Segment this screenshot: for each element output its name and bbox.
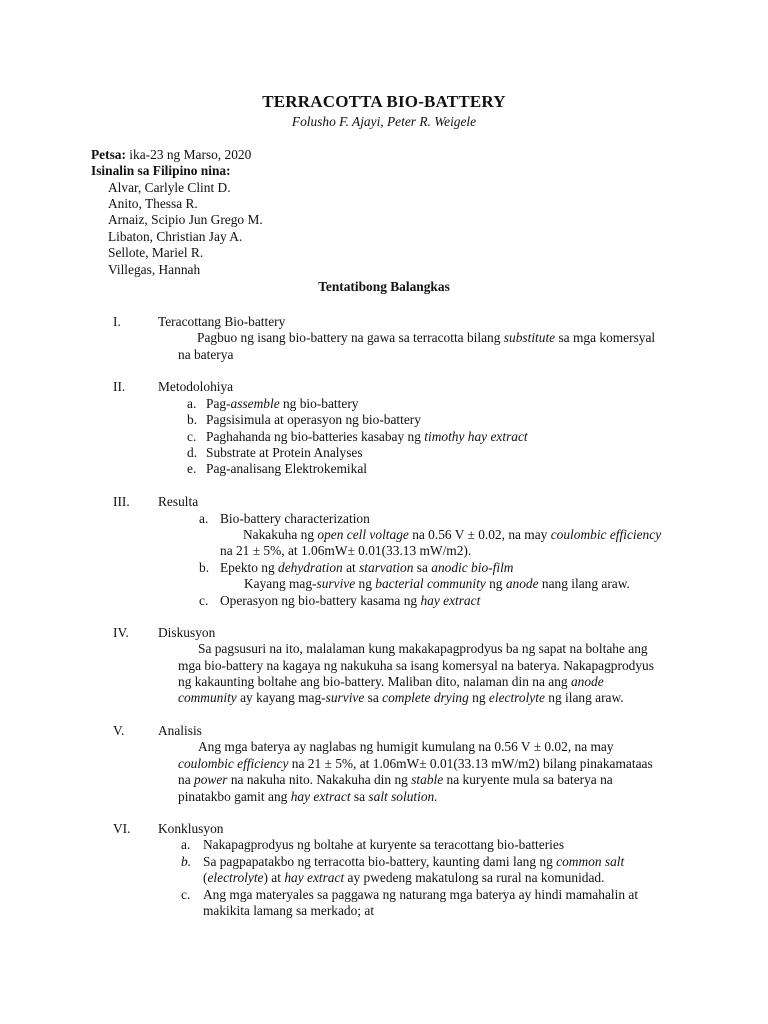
list-letter: c. [181, 887, 191, 902]
section-number: V. [113, 723, 125, 738]
list-item: Pag-analisang Elektrokemikal [206, 461, 368, 476]
section-number: III. [113, 494, 130, 509]
list-item-text: Nakakuha ng open cell voltage na 0.56 V ± 0.02, na may coulombic efficiency [243, 527, 662, 542]
list-item: Bio-battery characterization [220, 511, 370, 526]
paragraph-line: community ay kayang mag-survive sa complete drying ng electrolyte ng ilang araw. [178, 690, 624, 705]
paragraph-line: Ang mga baterya ay naglabas ng humigit kumulang na 0.56 V ± 0.02, na may [198, 739, 614, 754]
section-title: Analisis [158, 723, 202, 738]
document-title: TERRACOTTA BIO-BATTERY [262, 92, 506, 111]
list-item: Substrate at Protein Analyses [206, 445, 363, 460]
translator-name: Sellote, Mariel R. [108, 245, 204, 260]
translators-label: Isinalin sa Filipino nina: [91, 163, 231, 178]
date-label: Petsa: [91, 147, 126, 162]
paragraph-line: na power na nakuha nito. Nakakuha din ng stable na kuryente mula sa baterya na [178, 772, 613, 787]
list-letter: b. [199, 560, 210, 575]
list-item: Ang mga materyales sa paggawa ng naturang mga baterya ay hindi mamahalin at [203, 887, 639, 902]
section-title: Teracottang Bio-battery [158, 314, 286, 329]
date-value: ika-23 ng Marso, 2020 [125, 147, 252, 162]
list-item: Paghahanda ng bio-batteries kasabay ng timothy hay extract [206, 429, 528, 444]
list-item-text: na 21 ± 5%, at 1.06mW± 0.01(33.13 mW/m2). [220, 543, 472, 558]
list-item-text: Kayang mag-survive ng bacterial community ng anode nang ilang araw. [244, 576, 630, 591]
list-item: Pagsisimula at operasyon ng bio-battery [206, 412, 421, 427]
list-item: Sa pagpapatakbo ng terracotta bio-battery, kaunting dami lang ng common salt [203, 854, 625, 869]
paragraph-line: coulombic efficiency na 21 ± 5%, at 1.06mW± 0.01(33.13 mW/m2) bilang pinakamataas [178, 756, 653, 771]
list-item: Epekto ng dehydration at starvation sa anodic bio-film [220, 560, 514, 575]
translator-name: Alvar, Carlyle Clint D. [108, 180, 231, 195]
list-letter: c. [199, 593, 209, 608]
translator-name: Anito, Thessa R. [108, 196, 198, 211]
section-number: IV. [113, 625, 129, 640]
section-title: Metodolohiya [158, 379, 234, 394]
list-item: Operasyon ng bio-battery kasama ng hay extract [220, 593, 481, 608]
section-title: Resulta [158, 494, 199, 509]
list-letter: b. [181, 854, 192, 869]
list-letter: c. [187, 429, 197, 444]
list-item-text: makikita lamang sa merkado; at [203, 903, 375, 918]
translator-name: Villegas, Hannah [108, 262, 201, 277]
list-letter: b. [187, 412, 198, 427]
section-text: na baterya [178, 347, 234, 362]
list-letter: a. [199, 511, 209, 526]
section-number: I. [113, 314, 121, 329]
paragraph-line: pinatakbo gamit ang hay extract sa salt solution. [178, 789, 438, 804]
list-item: Nakapagprodyus ng boltahe at kuryente sa teracottang bio-batteries [203, 837, 565, 852]
section-title: Diskusyon [158, 625, 216, 640]
outline-heading: Tentatibong Balangkas [318, 279, 450, 294]
section-text: Pagbuo ng isang bio-battery na gawa sa terracotta bilang substitute sa mga komersyal [197, 330, 656, 345]
list-letter: d. [187, 445, 198, 460]
date-line [91, 147, 251, 163]
paragraph-line: Sa pagsusuri na ito, malalaman kung makakapagprodyus ba ng sapat na boltahe ang [198, 641, 648, 656]
list-letter: a. [181, 837, 191, 852]
list-item-text: (electrolyte) at hay extract ay pwedeng makatulong sa rural na komunidad. [203, 870, 605, 885]
list-letter: a. [187, 396, 197, 411]
authors: Folusho F. Ajayi, Peter R. Weigele [291, 114, 477, 129]
list-letter: e. [187, 461, 197, 476]
section-number: II. [113, 379, 126, 394]
section-number: VI. [113, 821, 131, 836]
translator-name: Libaton, Christian Jay A. [108, 229, 243, 244]
paragraph-line: ng kakaunting boltahe ang bio-battery. Maliban dito, nalaman din na ang anode [178, 674, 604, 689]
list-item: Pag-assemble ng bio-battery [206, 396, 359, 411]
section-title: Konklusyon [158, 821, 224, 836]
paragraph-line: mga bio-battery na kagaya ng nakukuha sa isang komersyal na baterya. Nakapagprodyus [178, 658, 654, 673]
translator-name: Arnaiz, Scipio Jun Grego M. [108, 212, 263, 227]
